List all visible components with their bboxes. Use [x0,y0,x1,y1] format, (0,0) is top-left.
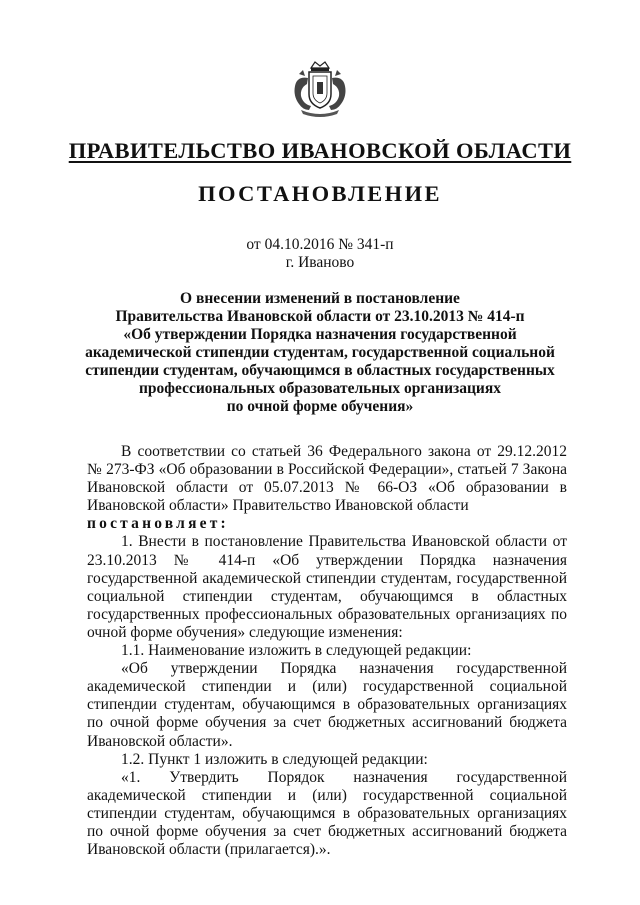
subject-line: академической стипендии студентам, государственной социальной [85,344,555,361]
subject-line: профессиональных образовательных организациях [138,380,502,397]
city: г. Иваново [285,254,355,271]
subject-line: стипендии студентам, обучающимся в областных государственных [85,362,555,379]
clause-1-2: 1.2. Пункт 1 изложить в следующей редакции: [121,750,428,768]
decree-word: постановляет: [87,515,229,533]
subject-line: О внесении изменений в постановление [180,290,460,307]
document-type-heading: ПОСТАНОВЛЕНИЕ [198,181,442,206]
subject-line: «Об утверждении Порядка назначения государственной [123,326,517,343]
document-subject [70,290,570,416]
clause-1-1: 1.1. Наименование изложить в следующей редакции: [121,642,472,660]
clause-1-2-text: «1. Утвердить Порядок назначения государственной академической стипендии и (или) государственной социальной стипендии студентам, обучающимся в образовательных организациях по очной форме обучения за счет бюджетных ассигнований бюджета Ивановской области (прилагается).». [87,768,567,859]
date-and-number: от 04.10.2016 № 341-п [246,236,394,253]
clause-1-1-text: «Об утверждении Порядка назначения государственной академической стипендии и (или) государственной социальной стипендии студентам, обучающимся в образовательных организациях по очной форме обучения за счет бюджетных ассигнований бюджета Ивановской области». [87,660,567,750]
document-body [87,443,567,859]
document-meta [0,236,640,272]
subject-line: по очной форме обучения» [226,398,414,415]
subject-line: Правительства Ивановской области от 23.10.2013 № 414-п [115,308,525,325]
coat-of-arms-emblem [287,60,353,118]
clause-1: 1. Внести в постановление Правительства Ивановской области от 23.10.2013 № 414-п «Об утверждении Порядка назначения государственной академической стипендии студентам, государственной социальной стипендии студентам, обучающимся в областных государственных профессиональных образовательных организациях по очной форме обучения» следующие изменения: [87,533,567,641]
organization-title: ПРАВИТЕЛЬСТВО ИВАНОВСКОЙ ОБЛАСТИ [68,138,572,163]
preamble-paragraph: В соответствии со статьей 36 Федерального закона от 29.12.2012 № 273-ФЗ «Об образовании в Российской Федерации», статьей 7 Закона Ивановской области от 05.07.2013 № 66-ОЗ «Об образовании в Ивановской области» Правительство Ивановской области [87,443,567,515]
